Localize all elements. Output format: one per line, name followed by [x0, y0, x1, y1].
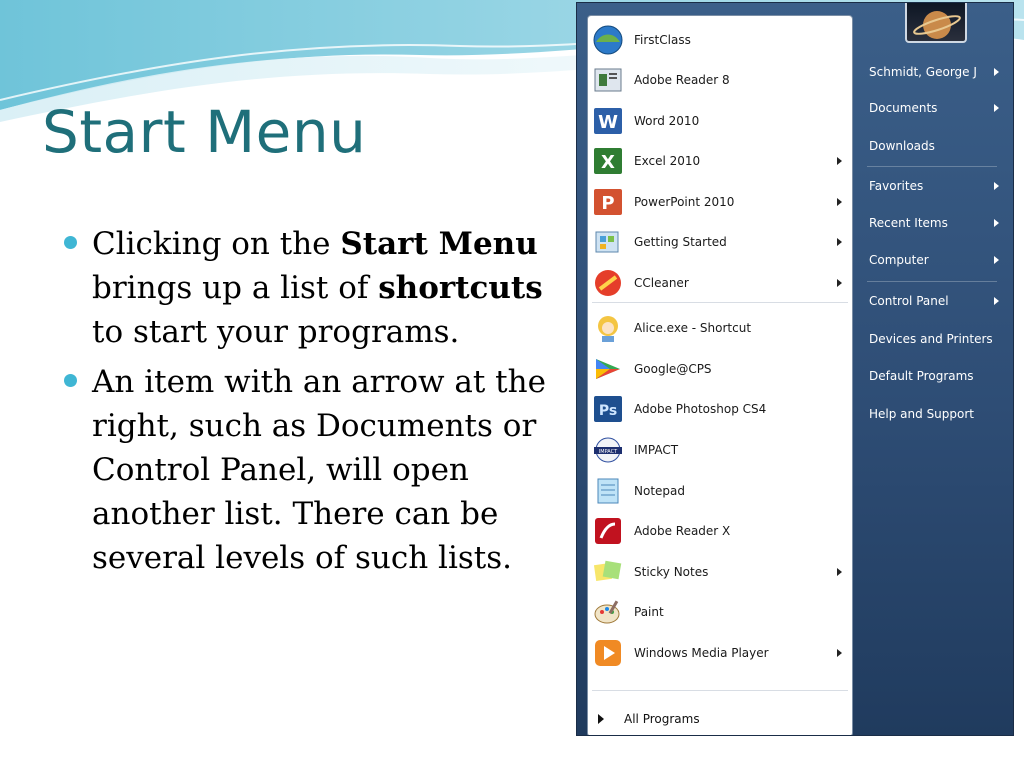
program-label: Notepad [634, 484, 685, 498]
media-player-icon [592, 637, 624, 669]
program-label: FirstClass [634, 33, 691, 47]
right-menu-label: Computer [869, 253, 929, 267]
program-item[interactable] [588, 263, 852, 303]
program-label: Word 2010 [634, 114, 700, 128]
powerpoint-icon [592, 186, 624, 218]
submenu-arrow-icon [994, 182, 999, 190]
program-label: Excel 2010 [634, 154, 701, 168]
user-picture[interactable] [905, 2, 967, 43]
programs-pane [587, 15, 853, 736]
excel-icon [592, 145, 624, 177]
word-icon [592, 105, 624, 137]
google-icon [592, 353, 624, 385]
right-menu-label: Downloads [869, 139, 935, 153]
submenu-arrow-icon[interactable] [837, 157, 842, 165]
right-menu-item[interactable] [861, 359, 1007, 393]
right-menu-label: Schmidt, George J [869, 65, 977, 79]
program-item[interactable] [588, 141, 852, 181]
submenu-arrow-icon [994, 68, 999, 76]
program-label: Windows Media Player [634, 646, 769, 660]
program-label: Adobe Photoshop CS4 [634, 402, 767, 416]
program-item[interactable] [588, 60, 852, 100]
right-menu-label: Documents [869, 101, 938, 115]
program-label: IMPACT [634, 443, 679, 457]
submenu-arrow-icon [994, 256, 999, 264]
right-menu-item[interactable] [861, 206, 1007, 240]
program-item[interactable] [588, 592, 852, 632]
impact-icon [592, 434, 624, 466]
right-menu-label: Recent Items [869, 216, 948, 230]
planet-icon [907, 2, 965, 41]
ccleaner-icon [592, 267, 624, 299]
program-item[interactable] [588, 101, 852, 141]
sticky-notes-icon [592, 556, 624, 588]
bullet-text: An item with an arrow at the right, such as Documents or Control Panel, will open another list. There can be several levels of such lists. [92, 364, 546, 576]
svg-text:Ps: Ps [598, 403, 618, 419]
program-label: Adobe Reader X [634, 524, 731, 538]
submenu-arrow-icon[interactable] [837, 649, 842, 657]
photoshop-icon [592, 393, 624, 425]
right-menu-item[interactable] [861, 322, 1007, 356]
submenu-arrow-icon[interactable] [837, 568, 842, 576]
program-item[interactable] [588, 471, 852, 511]
getting-started-icon [592, 226, 624, 258]
bullet-dot-icon [64, 236, 77, 249]
program-item[interactable] [588, 20, 852, 60]
program-item[interactable] [588, 222, 852, 262]
program-item[interactable] [588, 552, 852, 592]
program-item[interactable] [588, 182, 852, 222]
program-item[interactable] [588, 430, 852, 470]
svg-text:P: P [601, 193, 615, 214]
program-label: Sticky Notes [634, 565, 709, 579]
right-menu-item[interactable] [861, 243, 1007, 277]
all-programs-label: All Programs [624, 712, 700, 726]
right-menu-label: Help and Support [869, 407, 974, 421]
program-label: Adobe Reader 8 [634, 73, 730, 87]
program-item[interactable] [588, 633, 852, 673]
notepad-icon [592, 475, 624, 507]
right-menu-item[interactable] [861, 284, 1007, 318]
svg-text:W: W [598, 112, 618, 133]
triangle-right-icon [598, 714, 604, 724]
bullet-item [64, 222, 556, 354]
program-item[interactable] [588, 308, 852, 348]
bullet-item [64, 360, 556, 580]
right-menu-item[interactable] [861, 91, 1007, 125]
alice-icon [592, 312, 624, 344]
right-menu-label: Control Panel [869, 294, 949, 308]
submenu-arrow-icon [994, 297, 999, 305]
submenu-arrow-icon[interactable] [837, 238, 842, 246]
right-menu-item[interactable] [861, 397, 1007, 431]
right-menu-item[interactable] [861, 55, 1007, 89]
adobe-reader-8-icon [592, 64, 624, 96]
divider [867, 281, 997, 282]
svg-text:IMPACT: IMPACT [598, 449, 618, 455]
right-menu-label: Default Programs [869, 369, 974, 383]
program-label: Alice.exe - Shortcut [634, 321, 752, 335]
divider [592, 690, 848, 691]
program-item[interactable] [588, 389, 852, 429]
bullet-list [64, 222, 556, 586]
program-label: Google@CPS [634, 362, 712, 376]
submenu-arrow-icon [994, 104, 999, 112]
program-label: PowerPoint 2010 [634, 195, 735, 209]
start-menu [576, 2, 1014, 736]
program-item[interactable] [588, 511, 852, 551]
right-menu-item[interactable] [861, 129, 1007, 163]
firstclass-icon [592, 24, 624, 56]
program-item[interactable] [588, 349, 852, 389]
right-menu-label: Devices and Printers [869, 332, 993, 346]
bullet-text: Clicking on the Start Menu brings up a list of shortcuts to start your programs. [92, 226, 543, 350]
program-label: CCleaner [634, 276, 689, 290]
submenu-arrow-icon[interactable] [837, 198, 842, 206]
paint-icon [592, 596, 624, 628]
slide-title: Start Menu [42, 98, 367, 166]
submenu-arrow-icon[interactable] [837, 279, 842, 287]
bullet-dot-icon [64, 374, 77, 387]
slide-bottom [0, 736, 1024, 768]
divider [867, 166, 997, 167]
svg-text:X: X [601, 152, 615, 173]
right-menu-label: Favorites [869, 179, 924, 193]
adobe-reader-x-icon [592, 515, 624, 547]
submenu-arrow-icon [994, 219, 999, 227]
divider [592, 302, 848, 303]
program-label: Getting Started [634, 235, 727, 249]
program-label: Paint [634, 605, 664, 619]
right-menu-item[interactable] [861, 169, 1007, 203]
all-programs-button[interactable] [588, 704, 852, 734]
